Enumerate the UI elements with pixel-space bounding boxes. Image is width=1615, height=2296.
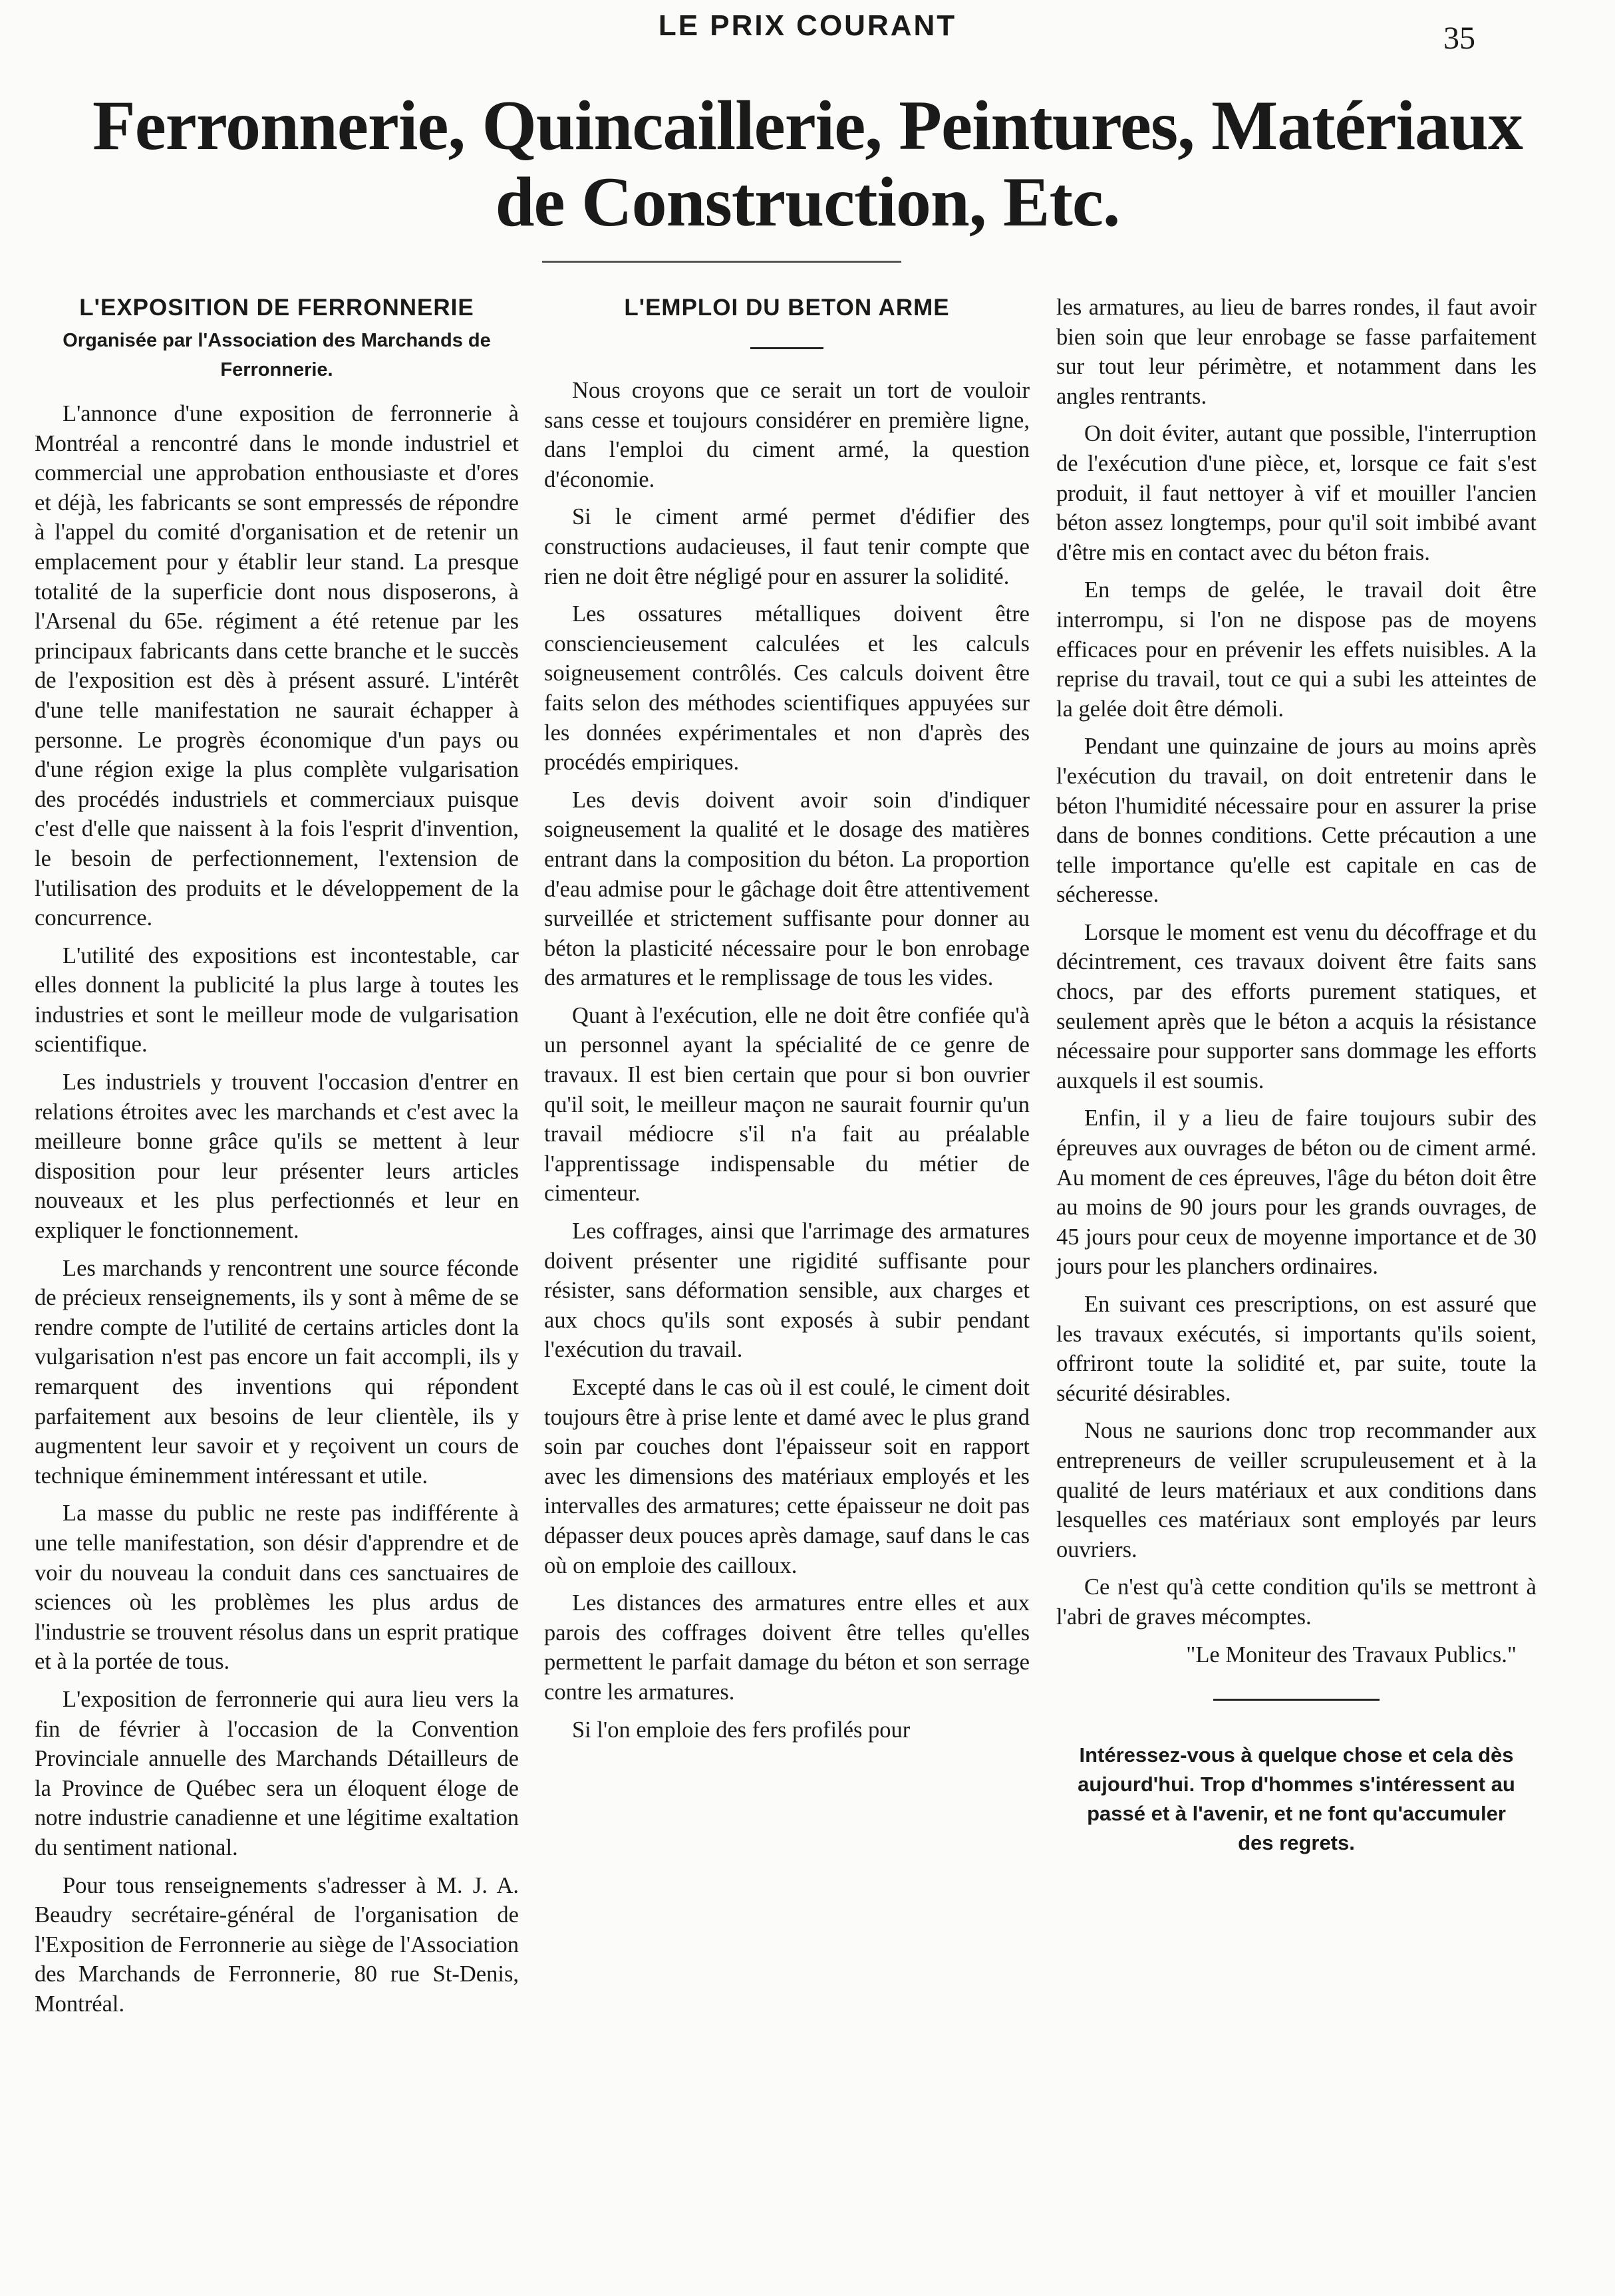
page-number: 35 <box>1443 21 1475 56</box>
paragraph: Les marchands y rencontrent une source féconde de précieux renseignements, ils y sont à même de se rendre compte de l'utilité de certains articles dont la vulgarisation n'est pas encore un fait accompli, ils y remarquent des inventions qui répondent parfaitement aux besoins de leur clientèle, ils y augmentent leur savoir et y reçoivent un cours de technique éminemment intéressant et utile. <box>35 1255 519 1489</box>
paragraph: Les coffrages, ainsi que l'arrimage des armatures doivent présenter une rigidité suffisante pour résister, sans déformation sensible, aux charges et aux chocs qu'ils sont exposés à subir pendant l'exécution du travail. <box>544 1219 1030 1363</box>
paragraph: Excepté dans le cas où il est coulé, le ciment doit toujours être à prise lente et damé avec le plus grand soin par couches dont l'épaisseur soit en rapport avec les dimensions des matériaux employés et les intervalles des armatures; cette épaisseur ne doit pas dépasser deux pouces après damage, sauf dans le cas où on emploie des cailloux. <box>544 1375 1030 1578</box>
paragraph: Quant à l'exécution, elle ne doit être confiée qu'à un personnel ayant la spécialité de ce genre de travaux. Il est bien certain que pour si bon ouvrier qu'il soit, le meilleur maçon ne saurait fournir qu'un travail médiocre s'il n'a fait au préalable l'apprentissage indispensable du métier de cimenteur. <box>544 1002 1030 1207</box>
article-1-heading: L'EXPOSITION DE FERRONNERIE <box>79 295 474 321</box>
paragraph: L'exposition de ferronnerie qui aura lieu vers la fin de février à l'occasion de la Convention Provinciale annuelle des Marchands Détailleurs de la Province de Québec sera un éloquent éloge de notre industrie canadienne et une légitime exaltation du sentiment national. <box>35 1686 519 1860</box>
title-divider <box>542 261 901 263</box>
paragraph: Enfin, il y a lieu de faire toujours subir des épreuves aux ouvrages de béton ou de ciment armé. Au moment de ces épreuves, l'âge du béton doit être au moins de 90 jours pour les grands ouvrages, de 45 jours pour ceux de moyenne importance et de 30 jours pour les planchers ordinaires. <box>1056 1105 1537 1280</box>
paragraph: La masse du public ne reste pas indifférente à une telle manifestation, son désir d'apprendre et de voir du nouveau la conduit dans ces sanctuaires de sciences où les problèmes les plus ardus de l'industrie se trouvent résolus dans un esprit pratique et à la portée de tous. <box>35 1501 519 1675</box>
section-title-line-2: de Construction, Etc. <box>495 163 1120 241</box>
paragraph: Si le ciment armé permet d'édifier des constructions audacieuses, il faut tenir compte que rien ne doit être négligé pour en assurer la solidité. <box>544 504 1030 589</box>
paragraph: On doit éviter, autant que possible, l'interruption de l'exécution d'une pièce, et, lorsque ce fait s'est produit, il faut nettoyer à vif et mouiller l'ancien béton assez longtemps, pour qu'il soit imbibé avant d'être mis en contact avec du béton frais. <box>1056 421 1537 565</box>
column-1 <box>35 293 519 2027</box>
column-3 <box>1056 293 1537 1858</box>
paragraph: Nous ne saurions donc trop recommander aux entrepreneurs de veiller scrupuleusement et à la qualité de leurs matériaux et aux conditions dans lesquelles ces matériaux sont employés par leurs ouvriers. <box>1056 1418 1537 1562</box>
article-2-heading: L'EMPLOI DU BETON ARME <box>624 295 950 321</box>
boxed-note: Intéressez-vous à quelque chose et cela dès aujourd'hui. Trop d'hommes s'intéressent au passé et à l'avenir, et ne font qu'accumuler des regrets. <box>1078 1743 1515 1855</box>
paragraph: Lorsque le moment est venu du décoffrage et du décintrement, ces travaux doivent être faits sans chocs, par des efforts purement statiques, et seulement après que le béton a acquis la résistance nécessaire pour supporter sans dommage les efforts auxquels il est soumis. <box>1056 919 1537 1093</box>
paragraph: Ce n'est qu'à cette condition qu'ils se mettront à l'abri de graves mécomptes. <box>1056 1574 1537 1630</box>
section-title-line-1: Ferronnerie, Quincaillerie, Peintures, Matériaux <box>92 86 1523 164</box>
paragraph: Les industriels y trouvent l'occasion d'entrer en relations étroites avec les marchands et c'est avec la meilleure bonne grâce qu'ils se mettent à leur disposition pour leur présenter leurs articles nouveaux et les plus perfectionnés et leur en expliquer le fonctionnement. <box>35 1070 519 1244</box>
paragraph: Les ossatures métalliques doivent être consciencieusement calculées et les calculs soigneusement contrôlés. Ces calculs doivent être faits selon des méthodes scientifiques appuyées sur les données expérimentales et non d'après des procédés empiriques. <box>544 601 1030 776</box>
heading-rule <box>750 347 823 349</box>
article-end-rule <box>1213 1699 1380 1701</box>
source-attribution: "Le Moniteur des Travaux Publics." <box>1186 1642 1517 1667</box>
paragraph: Si l'on emploie des fers profilés pour <box>572 1717 911 1743</box>
paragraph: Les distances des armatures entre elles et aux parois des coffrages doivent être telles qu'elles permettent le parfait damage du béton et son serrage contre les armatures. <box>544 1590 1030 1705</box>
paragraph: L'annonce d'une exposition de ferronnerie à Montréal a rencontré dans le monde industriel et commercial une approbation enthousiaste et d'ores et déjà, les fabricants se sont empressés de répondre à l'appel du comité d'organisation et de retenir un emplacement pour y établir leur stand. La presque totalité de la superficie dont nous disposerons, à l'Arsenal du 65e. régiment a été retenue par les principaux fabricants dans cette branche et le succès de l'exposition est dès à présent assuré. L'intérêt d'une telle manifestation ne saurait échapper à personne. Le progrès économique d'un pays ou d'une région exige la plus complète vulgarisation des procédés industriels et commerciaux puisque c'est d'elle que naissent à la fois l'esprit d'invention, le besoin de perfectionnement, l'extension de l'utilisation des produits et le développement de la concurrence. <box>35 401 519 931</box>
paragraph: Nous croyons que ce serait un tort de vouloir sans cesse et toujours considérer en première ligne, dans l'emploi du ciment armé, la question d'économie. <box>544 378 1030 492</box>
paragraph: L'utilité des expositions est incontestable, car elles donnent la publicité la plus large à toutes les industries et sont le meilleur mode de vulgarisation scientifique. <box>35 942 519 1058</box>
paragraph: En suivant ces prescriptions, on est assuré que les travaux exécutés, si importants qu'ils soient, offriront toute la solidité et, par suite, toute la sécurité désirables. <box>1056 1292 1537 1406</box>
paragraph-continued: les armatures, au lieu de barres rondes, il faut avoir bien soin que leur enrobage se fasse parfaitement sur tout leur périmètre, et notamment dans les angles rentrants. <box>1056 295 1537 409</box>
paragraph: Pendant une quinzaine de jours au moins après l'exécution du travail, on doit entretenir dans le béton l'humidité nécessaire pour en assurer la prise dans de bonnes conditions. Cette précaution a une telle importance qu'elle est capitale en cas de sécheresse. <box>1056 734 1537 908</box>
paragraph: Les devis doivent avoir soin d'indiquer soigneusement la qualité et le dosage des matières entrant dans la composition du béton. La proportion d'eau admise pour le gâchage doit être attentivement surveillée et strictement suffisante pour donner au béton la plasticité nécessaire pour le bon enrobage des armatures et le remplissage de tous les vides. <box>544 787 1030 991</box>
paragraph: Pour tous renseignements s'adresser à M. J. A. Beaudry secrétaire-général de l'organisation de l'Exposition de Ferronnerie au siège de l'Association des Marchands de Ferronnerie, 80 rue St-Denis, Montréal. <box>35 1872 519 2017</box>
paragraph: En temps de gelée, le travail doit être interrompu, si l'on ne dispose pas de moyens efficaces pour en prévenir les effets nuisibles. A la reprise du travail, tout ce qui a subi les atteintes de la gelée doit être démoli. <box>1056 577 1537 722</box>
column-2 <box>544 293 1030 1753</box>
article-1-subheading: Organisée par l'Association des Marchands de Ferronnerie. <box>63 330 491 380</box>
running-title: LE PRIX COURANT <box>658 9 957 42</box>
